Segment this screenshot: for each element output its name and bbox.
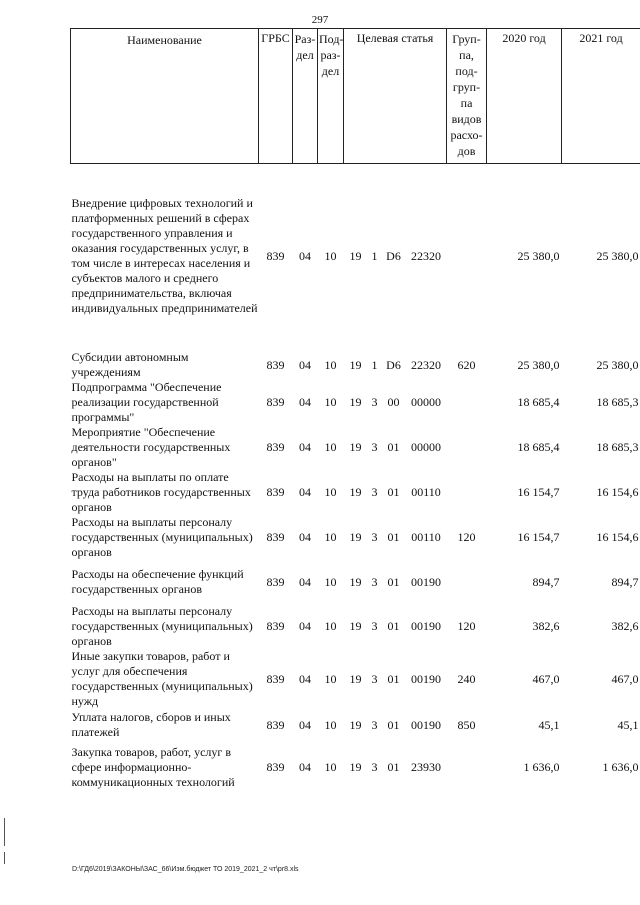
row-target-program: 19 bbox=[349, 440, 362, 454]
row-target-event: 01 bbox=[387, 574, 400, 589]
row-target-program: 19 bbox=[349, 717, 362, 732]
row-amount-2020: 25 380,0 bbox=[517, 357, 560, 372]
row-expense-group: 850 bbox=[457, 717, 476, 732]
row-grbs: 839 bbox=[266, 530, 285, 544]
row-name: Расходы на выплаты по оплате труда работников государственных органов bbox=[71, 470, 251, 514]
row-name: Субсидии автономным учреждениям bbox=[71, 350, 189, 379]
row-amount-2021: 18 685,3 bbox=[596, 440, 639, 454]
row-podrazdel: 10 bbox=[324, 717, 337, 732]
table-row bbox=[71, 425, 640, 470]
row-podrazdel: 10 bbox=[324, 759, 337, 774]
row-target-subprogram: 3 bbox=[371, 395, 378, 409]
row-target-direction: 00000 bbox=[411, 395, 441, 409]
row-amount-2020: 18 685,4 bbox=[517, 440, 560, 454]
row-target-direction: 00190 bbox=[411, 574, 441, 589]
row-target-program: 19 bbox=[349, 574, 362, 589]
row-grbs: 839 bbox=[266, 717, 285, 732]
row-grbs: 839 bbox=[266, 574, 285, 589]
row-podrazdel: 10 bbox=[324, 440, 337, 454]
row-amount-2021: 18 685,3 bbox=[596, 395, 639, 409]
row-razdel: 04 bbox=[299, 440, 311, 454]
row-amount-2020: 467,0 bbox=[532, 671, 560, 686]
row-podrazdel: 10 bbox=[324, 574, 337, 589]
row-name: Иные закупки товаров, работ и услуг для обеспечения государственных (муниципальных) нужд bbox=[71, 649, 253, 708]
row-name: Уплата налогов, сборов и иных платежей bbox=[71, 710, 231, 739]
row-amount-2021: 16 154,6 bbox=[596, 485, 639, 499]
row-name: Закупка товаров, работ, услуг в сфере информационно-коммуникационных технологий bbox=[71, 744, 235, 789]
table-row bbox=[71, 560, 640, 604]
left-edge-mark bbox=[4, 852, 5, 864]
row-target-event: D6 bbox=[386, 357, 401, 372]
row-name: Внедрение цифровых технологий и платформенных решений в сферах государственного управления и оказания государственных услуг, в том числе в интересах населения и субъектов малого и среднего предпринимательства, включая индивидуальных предпринимателей bbox=[71, 196, 258, 315]
row-target-direction: 00190 bbox=[411, 671, 441, 686]
table-header-row bbox=[71, 29, 640, 164]
row-razdel: 04 bbox=[299, 619, 311, 633]
row-podrazdel: 10 bbox=[324, 619, 337, 633]
row-target-direction: 00000 bbox=[411, 440, 441, 454]
row-razdel: 04 bbox=[299, 530, 311, 544]
row-razdel: 04 bbox=[299, 759, 311, 774]
header-name: Наименование bbox=[71, 29, 259, 164]
row-name: Подпрограмма "Обеспечение реализации государственной программы" bbox=[71, 380, 222, 424]
spacer-cell bbox=[71, 336, 640, 350]
row-name: Расходы на обеспечение функций государственных органов bbox=[71, 567, 244, 596]
row-target-program: 19 bbox=[349, 357, 362, 372]
row-expense-group: 120 bbox=[457, 619, 476, 633]
row-amount-2020: 1 636,0 bbox=[523, 759, 560, 774]
row-target-subprogram: 3 bbox=[371, 485, 378, 499]
header-grbs: ГРБС bbox=[259, 29, 293, 164]
row-podrazdel: 10 bbox=[324, 530, 337, 544]
row-expense-group: 120 bbox=[457, 530, 476, 544]
row-target-subprogram: 3 bbox=[371, 574, 378, 589]
row-amount-2021: 467,0 bbox=[611, 671, 639, 686]
row-target-direction: 00110 bbox=[411, 485, 441, 499]
header-year-2020: 2020 год bbox=[487, 29, 562, 164]
row-target-direction: 00190 bbox=[411, 717, 441, 732]
row-razdel: 04 bbox=[299, 717, 311, 732]
row-amount-2021: 1 636,0 bbox=[602, 759, 639, 774]
row-expense-group bbox=[447, 560, 487, 604]
row-target-program: 19 bbox=[349, 619, 362, 633]
row-target-program: 19 bbox=[349, 671, 362, 686]
header-razdel: Раз- дел bbox=[293, 29, 318, 164]
row-amount-2021: 25 380,0 bbox=[596, 248, 639, 263]
row-target-subprogram: 1 bbox=[371, 357, 378, 372]
row-target-event: D6 bbox=[386, 248, 401, 263]
table-row bbox=[71, 470, 640, 515]
table-row bbox=[71, 350, 640, 380]
row-amount-2021: 16 154,6 bbox=[596, 530, 639, 544]
row-target-program: 19 bbox=[349, 395, 362, 409]
table-row bbox=[71, 380, 640, 425]
row-amount-2020: 25 380,0 bbox=[517, 248, 560, 263]
row-target-direction: 00190 bbox=[411, 619, 441, 633]
row-name: Мероприятие "Обеспечение деятельности государственных органов" bbox=[71, 425, 231, 469]
row-target-subprogram: 1 bbox=[371, 248, 378, 263]
row-amount-2020: 16 154,7 bbox=[517, 485, 560, 499]
row-target-direction: 00110 bbox=[411, 530, 441, 544]
row-target-subprogram: 3 bbox=[371, 671, 378, 686]
row-podrazdel: 10 bbox=[324, 357, 337, 372]
row-razdel: 04 bbox=[299, 395, 311, 409]
row-target-direction: 22320 bbox=[411, 357, 441, 372]
table-row bbox=[71, 709, 640, 741]
row-name: Расходы на выплаты персоналу государственных (муниципальных) органов bbox=[71, 604, 253, 648]
page-number: 297 bbox=[311, 14, 329, 26]
row-amount-2021: 382,6 bbox=[611, 619, 639, 633]
row-target-direction: 23930 bbox=[411, 759, 441, 774]
budget-table bbox=[70, 28, 640, 793]
row-amount-2021: 25 380,0 bbox=[596, 357, 639, 372]
row-target-subprogram: 3 bbox=[371, 717, 378, 732]
row-expense-group: 620 bbox=[457, 357, 476, 372]
row-razdel: 04 bbox=[299, 357, 311, 372]
row-grbs: 839 bbox=[266, 357, 285, 372]
row-target-event: 01 bbox=[387, 759, 400, 774]
row-podrazdel: 10 bbox=[324, 485, 337, 499]
spacer-row bbox=[71, 164, 640, 177]
table-row bbox=[71, 649, 640, 709]
row-grbs: 839 bbox=[266, 485, 285, 499]
row-podrazdel: 10 bbox=[324, 671, 337, 686]
row-target-event: 00 bbox=[387, 395, 400, 409]
row-target-program: 19 bbox=[349, 485, 362, 499]
row-amount-2020: 894,7 bbox=[532, 574, 560, 589]
row-target-event: 01 bbox=[387, 717, 400, 732]
row-podrazdel: 10 bbox=[324, 248, 337, 263]
row-target-program: 19 bbox=[349, 759, 362, 774]
row-amount-2021: 894,7 bbox=[611, 574, 639, 589]
table-row bbox=[71, 741, 640, 793]
row-target-subprogram: 3 bbox=[371, 440, 378, 454]
row-grbs: 839 bbox=[266, 440, 285, 454]
row-target-event: 01 bbox=[387, 671, 400, 686]
row-razdel: 04 bbox=[299, 485, 311, 499]
row-grbs: 839 bbox=[266, 759, 285, 774]
spacer-row bbox=[71, 336, 640, 350]
row-target-direction: 22320 bbox=[411, 248, 441, 263]
left-edge-mark bbox=[4, 818, 5, 846]
table-row bbox=[71, 604, 640, 649]
row-target-program: 19 bbox=[349, 530, 362, 544]
row-grbs: 839 bbox=[266, 395, 285, 409]
row-name: Расходы на выплаты персоналу государственных (муниципальных) органов bbox=[71, 515, 253, 559]
table-row bbox=[71, 515, 640, 560]
row-target-event: 01 bbox=[387, 485, 400, 499]
row-razdel: 04 bbox=[299, 671, 311, 686]
row-grbs: 839 bbox=[266, 671, 285, 686]
row-target-subprogram: 3 bbox=[371, 619, 378, 633]
table-row bbox=[71, 176, 640, 336]
row-target-subprogram: 3 bbox=[371, 530, 378, 544]
row-grbs: 839 bbox=[266, 619, 285, 633]
row-target-subprogram: 3 bbox=[371, 759, 378, 774]
row-amount-2020: 382,6 bbox=[532, 619, 560, 633]
row-razdel: 04 bbox=[299, 248, 311, 263]
row-target-event: 01 bbox=[387, 619, 400, 633]
header-year-2021: 2021 год bbox=[562, 29, 640, 164]
row-grbs: 839 bbox=[266, 248, 285, 263]
header-podrazdel: Под- раз- дел bbox=[318, 29, 344, 164]
row-razdel: 04 bbox=[299, 574, 311, 589]
row-expense-group bbox=[447, 470, 487, 515]
file-path-footer: D:\ГД6\2019\ЗАКОНЫ\ЗАС_66\Изм.бюджет ТО 2019_2021_2 чт\pr8.xls bbox=[72, 866, 299, 873]
row-amount-2020: 16 154,7 bbox=[517, 530, 560, 544]
header-expense-group: Груп- па, под- груп- па видов расхо- дов bbox=[447, 29, 487, 164]
row-amount-2020: 18 685,4 bbox=[517, 395, 560, 409]
row-expense-group bbox=[447, 380, 487, 425]
row-target-program: 19 bbox=[349, 248, 362, 263]
row-podrazdel: 10 bbox=[324, 395, 337, 409]
row-target-event: 01 bbox=[387, 440, 400, 454]
header-target-article: Целевая статья bbox=[344, 29, 447, 164]
row-expense-group: 240 bbox=[457, 671, 476, 686]
row-expense-group bbox=[447, 176, 487, 336]
row-amount-2020: 45,1 bbox=[538, 717, 560, 732]
row-expense-group bbox=[447, 741, 487, 793]
row-target-event: 01 bbox=[387, 530, 400, 544]
row-expense-group bbox=[447, 425, 487, 470]
row-amount-2021: 45,1 bbox=[617, 717, 639, 732]
